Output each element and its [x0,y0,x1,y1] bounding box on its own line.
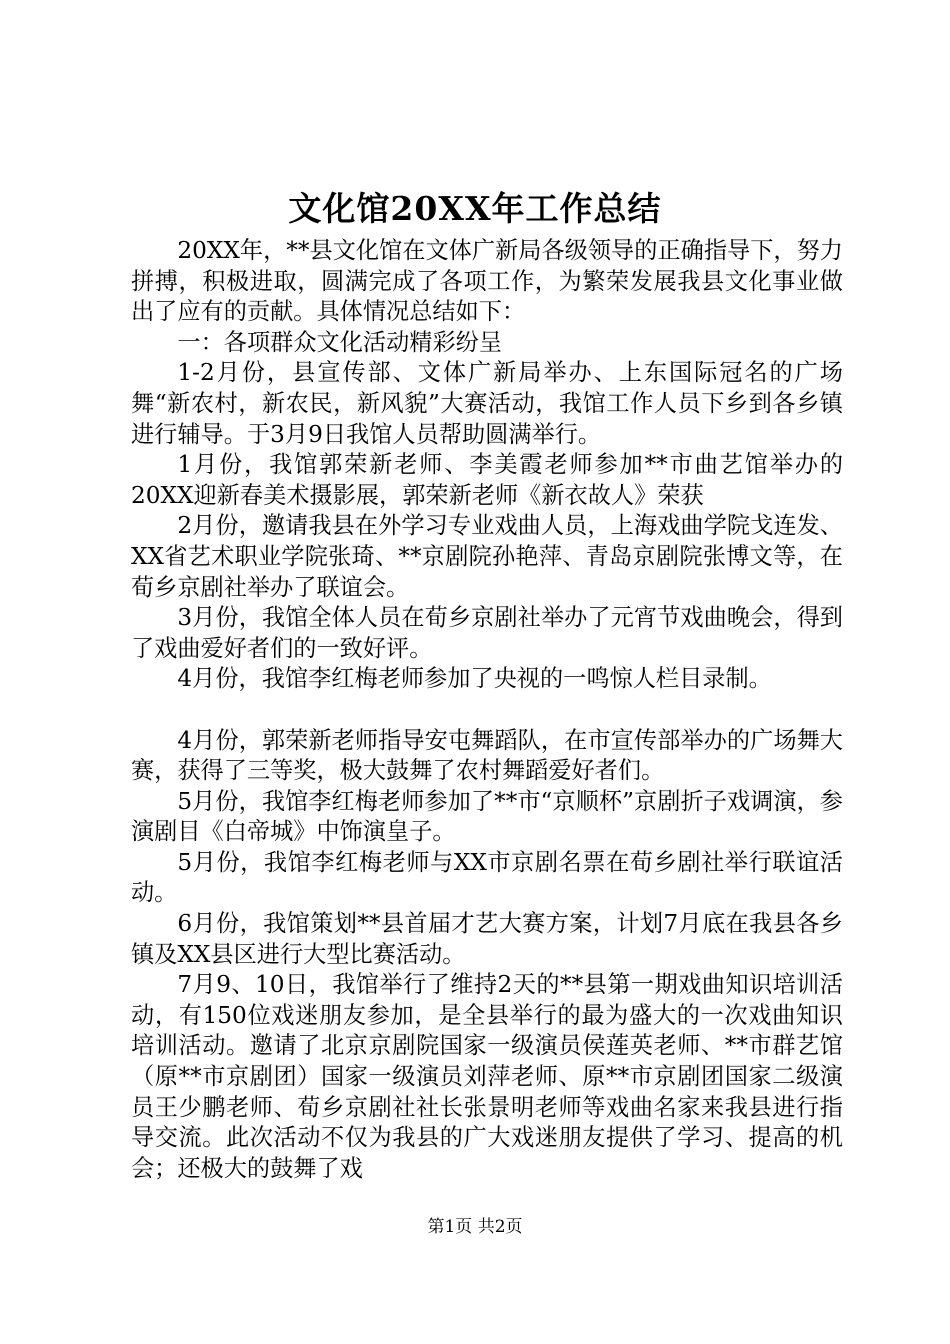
paragraph: 7月9、10日，我馆举行了维持2天的**县第一期戏曲知识培训活动，有150位戏迷朋友参加，是全县举行的最为盛大的一次戏曲知识培训活动。邀请了北京京剧院国家一级演员侯莲英老师、**市群艺馆（原**市京剧团）国家一级演员刘萍老师、原**市京剧团国家二级演员王少鹏老师、荀乡京剧社社长张景明老师等戏曲名家来我县进行指导交流。此次活动不仅为我县的广大戏迷朋友提供了学习、提高的机会；还极大的鼓舞了戏 [131,971,843,1182]
document-body [131,236,843,1184]
page-footer: 第1页 共2页 [427,1217,523,1237]
paragraph: 4月份，我馆李红梅老师参加了央视的一鸣惊人栏目录制。 [177,665,772,693]
paragraph: 6月份，我馆策划**县首届才艺大赛方案，计划7月底在我县各乡镇及XX县区进行大型比赛活动。 [131,910,843,968]
paragraph: 3月份，我馆全体人员在荀乡京剧社举办了元宵节戏曲晚会，得到了戏曲爱好者们的一致好评。 [131,604,843,662]
paragraph: 1-2月份，县宣传部、文体广新局举办、上东国际冠名的广场舞“新农村，新农民，新风貌”大赛活动，我馆工作人员下乡到各乡镇进行辅导。于3月9日我馆人员帮助圆满举行。 [131,359,843,448]
paragraph: 2月份，邀请我县在外学习专业戏曲人员，上海戏曲学院戈连发、XX省艺术职业学院张琦、**京剧院孙艳萍、青岛京剧院张博文等，在荀乡京剧社举办了联谊会。 [131,512,843,601]
paragraph-intro: 20XX年，**县文化馆在文体广新局各级领导的正确指导下，努力拼搏，积极进取，圆满完成了各项工作，为繁荣发展我县文化事业做出了应有的贡献。具体情况总结如下： [131,237,843,326]
document-title: 文化馆20XX年工作总结 [288,189,662,228]
paragraph: 1月份，我馆郭荣新老师、李美霞老师参加**市曲艺馆举办的20XX迎新春美术摄影展，郭荣新老师《新衣故人》荣获 [131,451,843,509]
paragraph: 5月份，我馆李红梅老师参加了**市“京顺杯”京剧折子戏调演，参演剧目《白帝城》中饰演皇子。 [131,787,843,846]
paragraph: 5月份，我馆李红梅老师与XX市京剧名票在荀乡剧社举行联谊活动。 [131,848,843,907]
section-heading: 一：各项群众文化活动精彩纷呈 [177,328,503,356]
paragraph: 4月份，郭荣新老师指导安屯舞蹈队，在市宣传部举办的广场舞大赛，获得了三等奖，极大鼓舞了农村舞蹈爱好者们。 [131,726,843,785]
